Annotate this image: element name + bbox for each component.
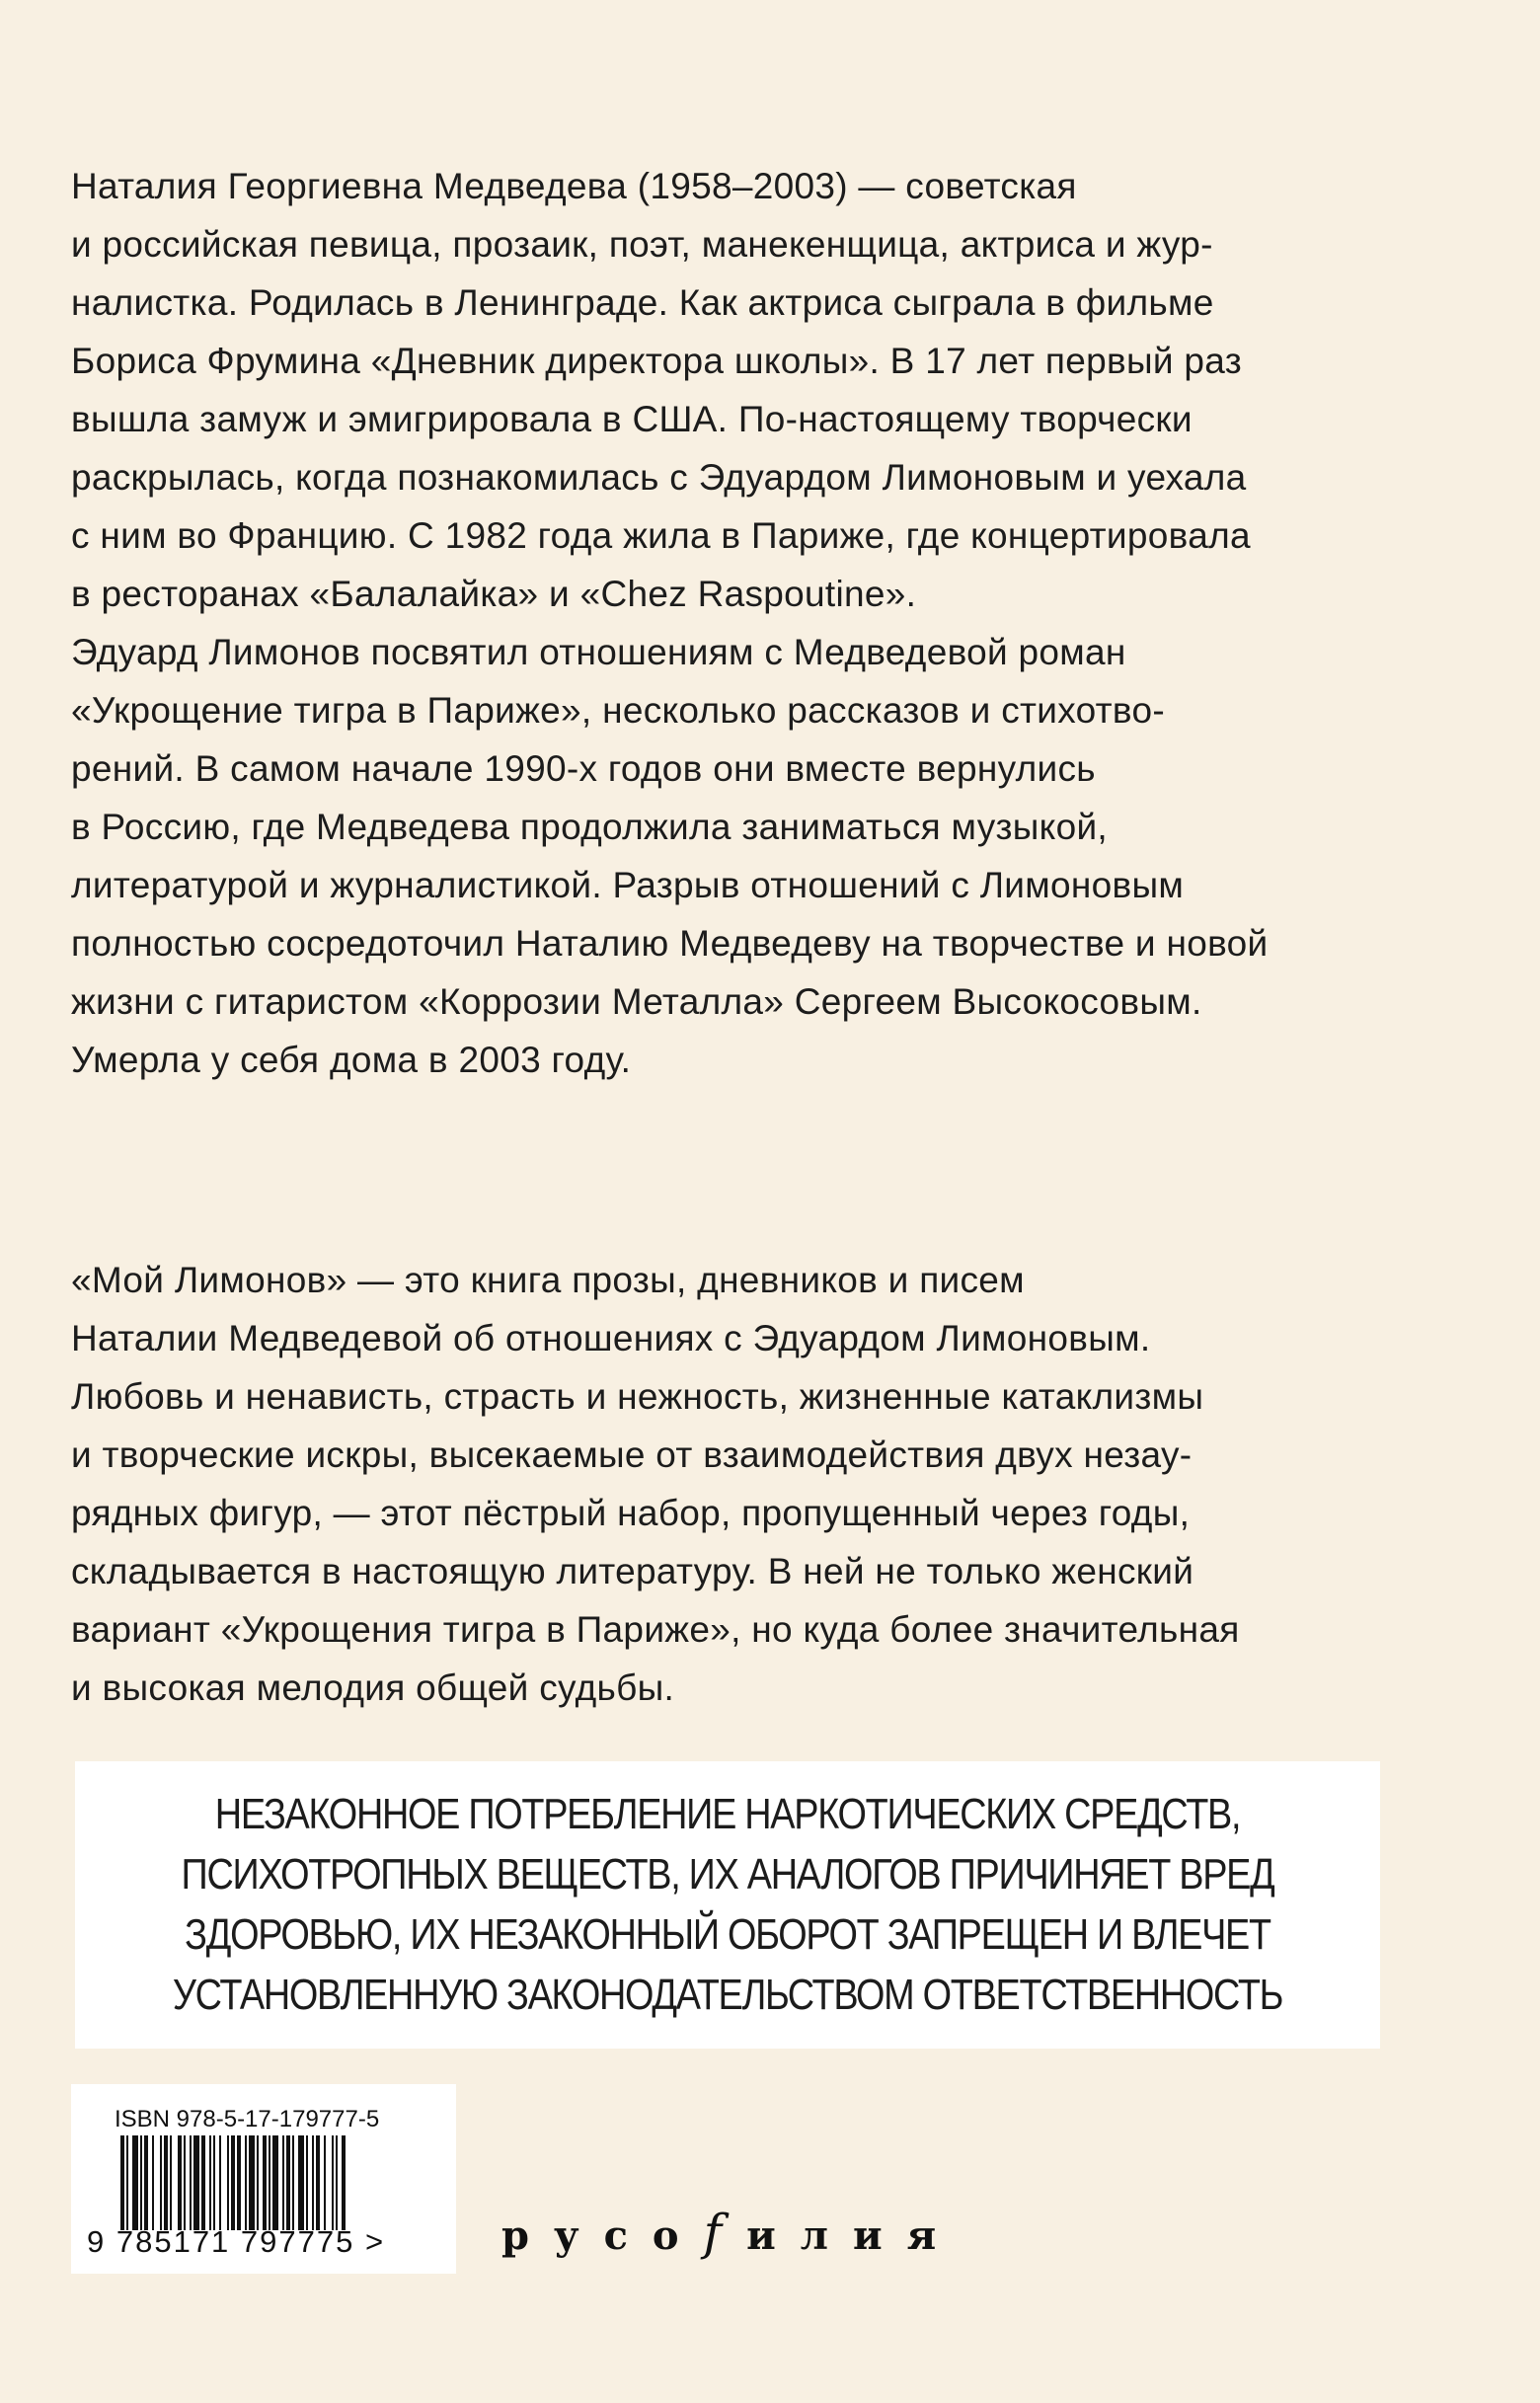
bio-line: вышла замуж и эмигрировала в США. По-настоящему творчески bbox=[71, 399, 1193, 439]
description-line: Любовь и ненависть, страсть и нежность, жизненные катаклизмы bbox=[71, 1376, 1204, 1417]
warning-line: ПСИХОТРОПНЫХ ВЕЩЕСТВ, ИХ АНАЛОГОВ ПРИЧИНЯЕТ ВРЕД bbox=[181, 1850, 1274, 1899]
barcode-bar bbox=[144, 2135, 148, 2230]
barcode-bar bbox=[219, 2135, 221, 2230]
barcode-bar bbox=[336, 2135, 338, 2230]
bio-line: «Укрощение тигра в Париже», несколько рассказов и стихотво- bbox=[71, 690, 1165, 731]
bio-line: Умерла у себя дома в 2003 году. bbox=[71, 1040, 632, 1080]
description-line: вариант «Укрощения тигра в Париже», но куда более значительная bbox=[71, 1609, 1240, 1650]
publisher-logo-italic: f bbox=[703, 2204, 747, 2261]
barcode-bar bbox=[209, 2135, 211, 2230]
bio-line: Эдуард Лимонов посвятил отношениям с Медведевой роман bbox=[71, 632, 1126, 672]
barcode-bar bbox=[245, 2135, 247, 2230]
barcode-bar bbox=[306, 2135, 308, 2230]
bio-line: Наталия Георгиевна Медведева (1958–2003) — советская bbox=[71, 166, 1077, 206]
legal-warning-panel bbox=[75, 1761, 1380, 2049]
bio-line: с ним во Францию. С 1982 года жила в Париже, где концертировала bbox=[71, 515, 1251, 556]
description-line: рядных фигур, — этот пёстрый набор, пропущенный через годы, bbox=[71, 1493, 1191, 1533]
barcode-bar bbox=[272, 2135, 278, 2230]
bio-line: и российская певица, прозаик, поэт, манекенщица, актриса и жур- bbox=[71, 224, 1213, 265]
barcode-bar bbox=[227, 2135, 229, 2230]
barcode-bar bbox=[132, 2135, 138, 2230]
barcode-bar bbox=[170, 2135, 172, 2230]
barcode-bar bbox=[332, 2135, 334, 2230]
publisher-logo-part: илия bbox=[746, 2212, 962, 2259]
isbn-label: ISBN 978-5-17-179777-5 bbox=[115, 2106, 380, 2132]
bio-line: налистка. Родилась в Ленинграде. Как актриса сыграла в фильме bbox=[71, 282, 1214, 323]
barcode-bar bbox=[237, 2135, 241, 2230]
author-bio bbox=[71, 157, 1483, 1089]
barcode-bar bbox=[140, 2135, 142, 2230]
barcode-bar bbox=[257, 2135, 259, 2230]
barcode-bar bbox=[213, 2135, 215, 2230]
barcode-bar bbox=[263, 2135, 267, 2230]
barcode-bar bbox=[249, 2135, 255, 2230]
barcode-bar bbox=[190, 2135, 192, 2230]
barcode-bar bbox=[282, 2135, 284, 2230]
barcode-bar bbox=[316, 2135, 320, 2230]
description-line: Наталии Медведевой об отношениях с Эдуардом Лимоновым. bbox=[71, 1318, 1151, 1358]
publisher-logo bbox=[501, 2204, 961, 2261]
barcode-bar bbox=[120, 2135, 124, 2230]
bio-line: жизни с гитаристом «Коррозии Металла» Сергеем Высокосовым. bbox=[71, 981, 1202, 1022]
bio-line: литературой и журналистикой. Разрыв отношений с Лимоновым bbox=[71, 865, 1185, 905]
barcode-bar bbox=[201, 2135, 205, 2230]
ean-digits: 9 785171 797775 > bbox=[87, 2224, 386, 2259]
barcode-bar bbox=[184, 2135, 186, 2230]
barcode-bar bbox=[178, 2135, 182, 2230]
bio-line: Бориса Фрумина «Дневник директора школы». В 17 лет первый раз bbox=[71, 341, 1242, 381]
bio-line: в Россию, где Медведева продолжила заниматься музыкой, bbox=[71, 807, 1108, 847]
bio-line: раскрылась, когда познакомилась с Эдуардом Лимоновым и уехала bbox=[71, 457, 1247, 498]
barcode-bar bbox=[231, 2135, 235, 2230]
warning-line: ЗДОРОВЬЮ, ИХ НЕЗАКОННЫЙ ОБОРОТ ЗАПРЕЩЕН И ВЛЕЧЕТ bbox=[185, 1910, 1270, 1959]
description-line: складывается в настоящую литературу. В ней не только женский bbox=[71, 1551, 1194, 1591]
barcode-bar bbox=[312, 2135, 314, 2230]
barcode-bar bbox=[292, 2135, 294, 2230]
barcode-bar bbox=[160, 2135, 162, 2230]
warning-line: НЕЗАКОННОЕ ПОТРЕБЛЕНИЕ НАРКОТИЧЕСКИХ СРЕДСТВ, bbox=[214, 1790, 1241, 1838]
barcode-icon bbox=[120, 2135, 417, 2234]
barcode-bar bbox=[269, 2135, 270, 2230]
barcode-panel bbox=[71, 2084, 456, 2274]
barcode-bar bbox=[298, 2135, 304, 2230]
bio-line: рений. В самом начале 1990-х годов они вместе вернулись bbox=[71, 748, 1096, 789]
barcode-bar bbox=[126, 2135, 128, 2230]
description-line: и творческие искры, высекаемые от взаимодействия двух незау- bbox=[71, 1434, 1193, 1475]
publisher-logo-part: русо bbox=[501, 2212, 704, 2259]
warning-line: УСТАНОВЛЕННУЮ ЗАКОНОДАТЕЛЬСТВОМ ОТВЕТСТВЕННОСТЬ bbox=[172, 1971, 1283, 2019]
description-line: «Мой Лимонов» — это книга прозы, дневников и писем bbox=[71, 1260, 1025, 1300]
barcode-bar bbox=[152, 2135, 154, 2230]
barcode-bar bbox=[286, 2135, 290, 2230]
barcode-bar bbox=[342, 2135, 346, 2230]
bio-line: полностью сосредоточил Наталию Медведеву на творчестве и новой bbox=[71, 923, 1269, 964]
barcode-bar bbox=[193, 2135, 199, 2230]
bio-line: в ресторанах «Балалайка» и «Chez Raspoutine». bbox=[71, 574, 917, 614]
description-line: и высокая мелодия общей судьбы. bbox=[71, 1667, 675, 1708]
barcode-bar bbox=[164, 2135, 168, 2230]
barcode-bar bbox=[324, 2135, 326, 2230]
book-description bbox=[71, 1251, 1483, 1717]
